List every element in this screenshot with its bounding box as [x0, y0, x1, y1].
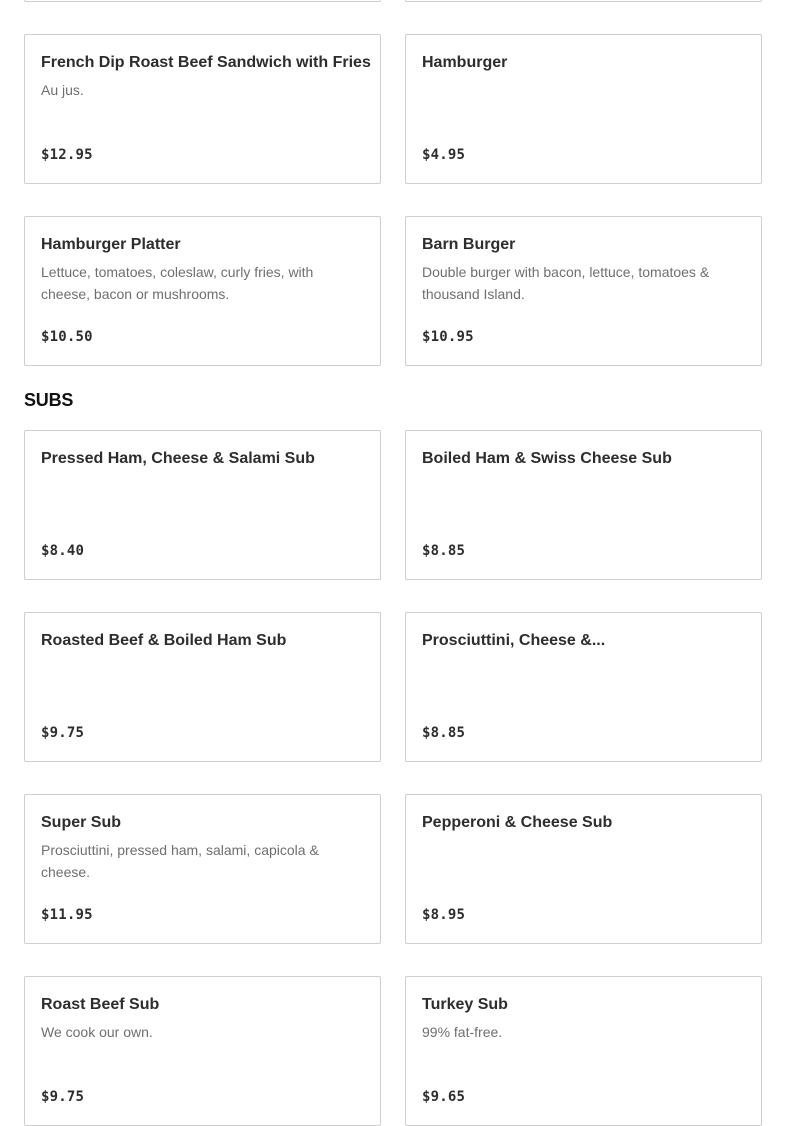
menu-item-barn-burger[interactable] [405, 216, 762, 366]
item-description: We cook our own. [41, 1024, 153, 1040]
item-price: $8.40 [41, 543, 85, 559]
item-name: Barn Burger [422, 236, 516, 253]
item-name: Roasted Beef & Boiled Ham Sub [41, 632, 287, 649]
item-name: Hamburger Platter [41, 236, 181, 253]
item-price: $9.75 [41, 1089, 85, 1105]
item-name: French Dip Roast Beef Sandwich with Fries [41, 54, 371, 71]
menu-item-pressed-ham-sub[interactable] [24, 430, 381, 580]
item-price: $8.95 [422, 907, 466, 923]
item-price: $8.85 [422, 543, 466, 559]
item-name: Boiled Ham & Swiss Cheese Sub [422, 450, 672, 467]
item-price: $11.95 [41, 907, 93, 923]
menu-item-prosciuttini-cheese-sub[interactable] [405, 612, 762, 762]
item-price: $9.65 [422, 1089, 466, 1105]
item-price: $10.50 [41, 329, 93, 345]
menu-item-card-partial[interactable] [24, 0, 381, 2]
menu-item-card-partial[interactable] [405, 0, 762, 2]
item-name: Pepperoni & Cheese Sub [422, 814, 613, 831]
item-description: Prosciuttini, pressed ham, salami, capicola & cheese. [41, 842, 319, 880]
menu-item-roasted-beef-ham-sub[interactable] [24, 612, 381, 762]
item-description: Double burger with bacon, lettuce, tomatoes & thousand Island. [422, 264, 710, 302]
item-name: Super Sub [41, 814, 122, 831]
item-description: Lettuce, tomatoes, coleslaw, curly fries, with cheese, bacon or mushrooms. [41, 264, 314, 302]
menu-item-boiled-ham-swiss-sub[interactable] [405, 430, 762, 580]
item-name: Prosciuttini, Cheese &... [422, 632, 606, 649]
menu-item-roast-beef-sub[interactable] [24, 976, 381, 1126]
menu-item-super-sub[interactable] [24, 794, 381, 944]
menu-item-hamburger-platter[interactable] [24, 216, 381, 366]
item-price: $8.85 [422, 725, 466, 741]
item-name: Hamburger [422, 54, 508, 71]
item-price: $12.95 [41, 147, 93, 163]
item-name: Roast Beef Sub [41, 996, 160, 1013]
item-name: Turkey Sub [422, 996, 508, 1013]
menu-item-turkey-sub[interactable] [405, 976, 762, 1126]
menu-item-pepperoni-cheese-sub[interactable] [405, 794, 762, 944]
item-description: Au jus. [41, 82, 84, 98]
item-name: Pressed Ham, Cheese & Salami Sub [41, 450, 315, 467]
menu-item-hamburger[interactable] [405, 34, 762, 184]
item-price: $4.95 [422, 147, 466, 163]
section-title-subs: SUBS [24, 390, 74, 410]
item-description: 99% fat-free. [422, 1024, 503, 1040]
item-price: $10.95 [422, 329, 474, 345]
menu-item-french-dip[interactable] [24, 34, 381, 184]
item-price: $9.75 [41, 725, 85, 741]
